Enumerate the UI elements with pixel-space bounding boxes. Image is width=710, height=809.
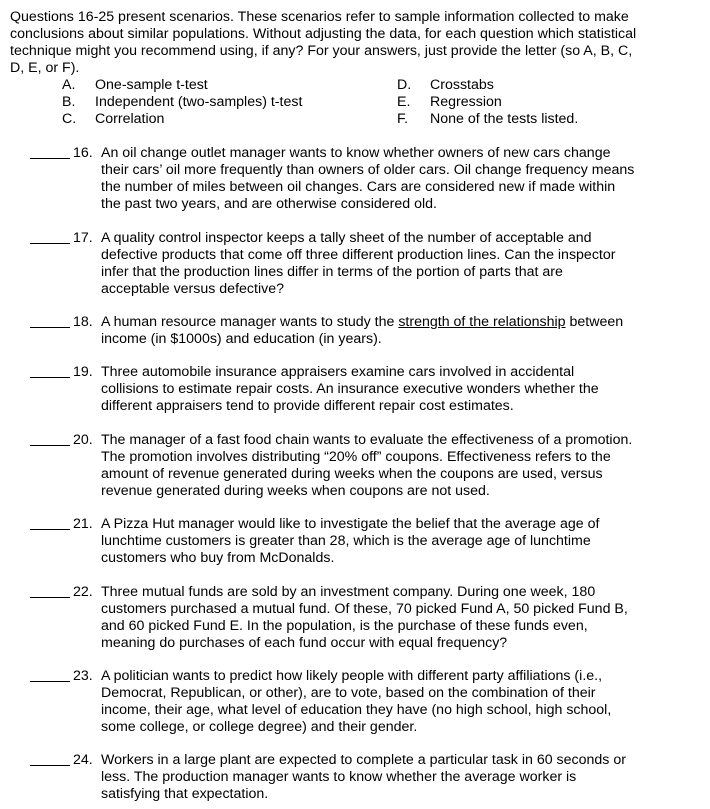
question-text: A Pizza Hut manager would like to investigate the belief that the average age of lunchtime customers is greater than 28, which is the average age of lunchtime customers who buy from McDonalds. (101, 516, 600, 566)
option-e: E. Regression (397, 94, 502, 110)
intro-line: technique might you recommend using, if any? For your answers, just provide the letter (so A, B, C, (10, 43, 633, 59)
question-number: 22. (73, 584, 93, 600)
option-f: F. None of the tests listed. (397, 111, 579, 127)
intro-paragraph (10, 9, 700, 77)
intro-line: conclusions about similar populations. Without adjusting the data, for each question which statistical (10, 26, 637, 42)
question-text: Three mutual funds are sold by an investment company. During one week, 180 customers purchased a mutual fund. Of these, 70 picked Fund A, 50 picked Fund B, and 60 picked Fund E. In the population, is the purchase of these funds even, meaning do purchases of each fund occur with equal frequency? (101, 584, 628, 651)
answer-blank[interactable] (30, 529, 70, 530)
answer-blank[interactable] (30, 327, 70, 328)
answer-blank[interactable] (30, 681, 70, 682)
intro-line: D, E, or F). (10, 60, 80, 76)
option-a: A. One-sample t-test (62, 77, 208, 93)
question-number: 23. (73, 668, 93, 684)
question-text: An oil change outlet manager wants to know whether owners of new cars change their cars’ oil more frequently than owners of older cars. Oil change frequency means the number of miles between oil changes. Cars are considered new if made within the past two years, and are otherwise considered old. (101, 145, 635, 212)
answer-blank[interactable] (30, 445, 70, 446)
question-number: 24. (73, 752, 93, 768)
question-number: 18. (73, 314, 93, 330)
question-number: 16. (73, 145, 93, 161)
test-options-list (0, 77, 710, 128)
answer-blank[interactable] (30, 158, 70, 159)
question-text: Three automobile insurance appraisers examine cars involved in accidental collisions to estimate repair costs. An insurance executive wonders whether the different appraisers tend to provide different repair cost estimates. (101, 364, 599, 414)
question-text: A politician wants to predict how likely people with different party affiliations (i.e., Democrat, Republican, or other), are to vote, based on the combination of their income, their age, what level of education they have (no high school, high school, some college, or college degree) and their gender. (101, 668, 612, 735)
answer-blank[interactable] (30, 597, 70, 598)
question-number: 20. (73, 432, 93, 448)
question-number: 17. (73, 230, 93, 246)
answer-blank[interactable] (30, 765, 70, 766)
question-text: The manager of a fast food chain wants to evaluate the effectiveness of a promotion. The promotion involves distributing “20% off” coupons. Effectiveness refers to the amount of revenue generated during weeks when the coupons are used, versus revenue generated during weeks when coupons are not used. (101, 432, 633, 499)
question-text: A human resource manager wants to study the strength of the relationship between income (in $1000s) and education (in years). (101, 314, 624, 347)
option-d: D. Crosstabs (397, 77, 494, 93)
intro-line: Questions 16-25 present scenarios. These scenarios refer to sample information collected to make (10, 9, 629, 25)
question-number: 21. (73, 516, 93, 532)
option-b: B. Independent (two-samples) t-test (62, 94, 303, 110)
answer-blank[interactable] (30, 243, 70, 244)
answer-blank[interactable] (30, 377, 70, 378)
question-text: A quality control inspector keeps a tally sheet of the number of acceptable and defective products that come off three different production lines. Can the inspector infer that the production lines differ in terms of the portion of parts that are acceptable versus defective? (101, 230, 616, 297)
question-number: 19. (73, 364, 93, 380)
option-c: C. Correlation (62, 111, 165, 127)
question-text: Workers in a large plant are expected to complete a particular task in 60 seconds or less. The production manager wants to know whether the average worker is satisfying that expectation. (101, 752, 626, 802)
underlined-phrase: strength of the relationship (398, 314, 566, 330)
